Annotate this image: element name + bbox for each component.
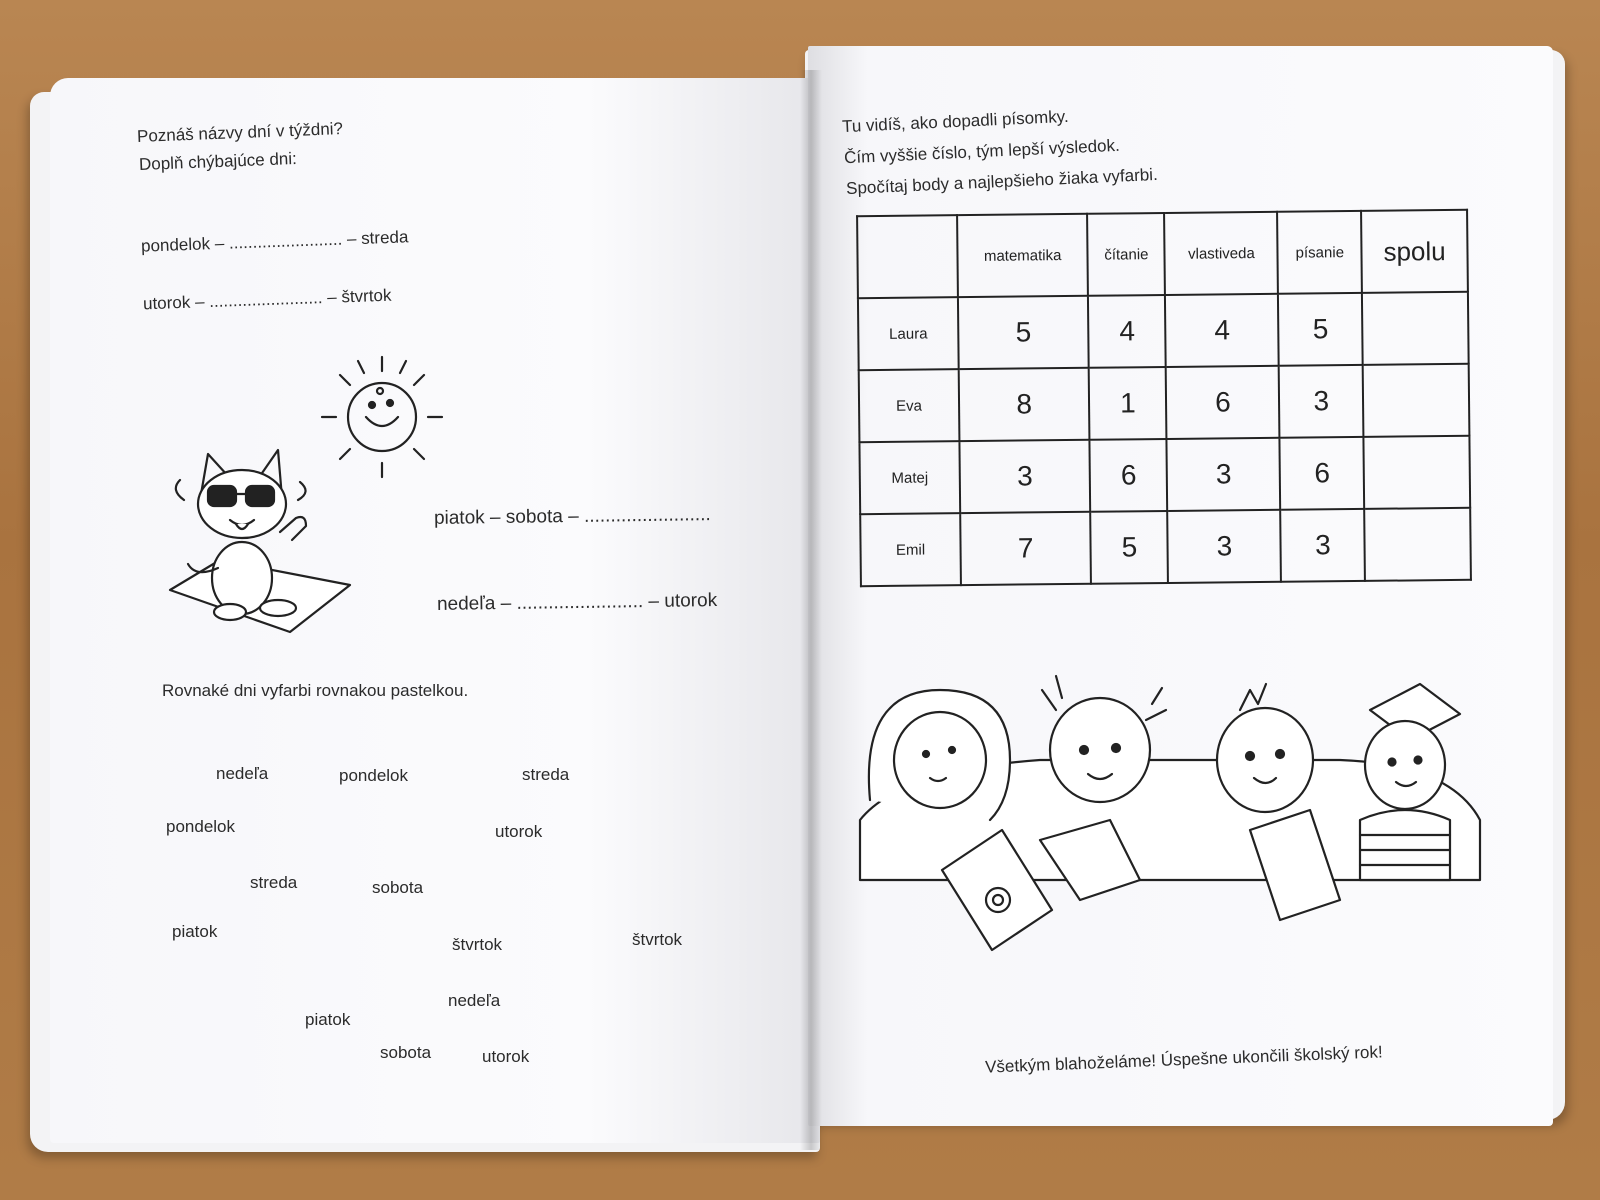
results-intro: Tu vidíš, ako dopadli písomky. [841,106,1070,137]
score-cell: 6 [1090,439,1168,512]
total-cell[interactable] [1362,292,1469,365]
score-cell: 3 [959,440,1090,513]
weekday-question: Poznáš názvy dní v týždni? [136,119,344,146]
congratulation-message: Všetkým blahoželáme! Úspešne ukončili školský rok! [984,1042,1383,1077]
score-cell: 5 [1091,511,1169,584]
score-cell: 3 [1279,365,1363,438]
scattered-day: utorok [482,1047,530,1066]
fill-row-2: utorok – ........................ – štvrtok [142,285,392,314]
total-cell[interactable] [1364,508,1471,581]
results-rule: Čím vyššie číslo, tým lepší výsledok. [843,135,1121,168]
total-cell[interactable] [1363,364,1470,437]
student-name: Eva [859,369,960,442]
scattered-day: štvrtok [632,930,683,949]
score-cell: 1 [1089,367,1167,440]
coloring-instruction: Rovnaké dni vyfarbi rovnakou pastelkou. [162,681,469,700]
header-spolu: spolu [1361,210,1468,293]
scattered-day: streda [522,765,570,784]
fill-row-4: nedeľa – ........................ – utorok [436,590,718,615]
score-cell: 3 [1281,509,1365,582]
student-name: Matej [859,441,960,514]
score-cell: 7 [960,512,1091,585]
score-cell: 3 [1167,438,1281,511]
score-cell: 5 [958,296,1089,369]
total-cell[interactable] [1364,436,1471,509]
scattered-day: piatok [305,1010,351,1029]
scattered-day: piatok [172,922,218,941]
cat-on-towel-illustration [160,440,360,640]
scattered-day: nedeľa [448,991,501,1010]
header-citanie: čítanie [1087,213,1165,296]
score-cell: 4 [1165,294,1279,367]
table-row [858,292,1469,370]
table-header-row [857,210,1468,298]
scattered-day: štvrtok [452,935,503,954]
fill-row-1: pondelok – ........................ – streda [140,227,409,256]
student-name: Emil [860,513,961,586]
table-row [859,436,1470,514]
table-corner-cell [857,215,958,298]
score-table [856,209,1472,587]
header-matematika: matematika [957,214,1088,297]
scattered-day: sobota [372,878,424,897]
score-cell: 5 [1278,293,1362,366]
scattered-day: pondelok [166,817,236,836]
fill-row-3: piatok – sobota – ........................ [433,504,711,529]
score-cell: 3 [1168,510,1282,583]
score-cell: 6 [1166,366,1280,439]
header-vlastiveda: vlastiveda [1164,212,1278,295]
fill-instruction: Doplň chýbajúce dni: [138,148,298,175]
score-cell: 6 [1280,437,1364,510]
table-row [859,364,1470,442]
scattered-day: nedeľa [216,764,269,783]
scattered-day: sobota [380,1043,432,1062]
score-cell: 8 [959,368,1090,441]
score-cell: 4 [1088,295,1166,368]
scattered-day: streda [250,873,298,892]
children-with-certificates-illustration [860,670,1490,960]
table-row [860,508,1471,586]
scattered-day: pondelok [339,766,409,785]
results-task: Spočítaj body a najlepšieho žiaka vyfarbi. [845,164,1159,199]
student-name: Laura [858,297,959,370]
header-pisanie: písanie [1278,211,1363,294]
book-gutter [800,70,822,1150]
scattered-day: utorok [495,822,543,841]
